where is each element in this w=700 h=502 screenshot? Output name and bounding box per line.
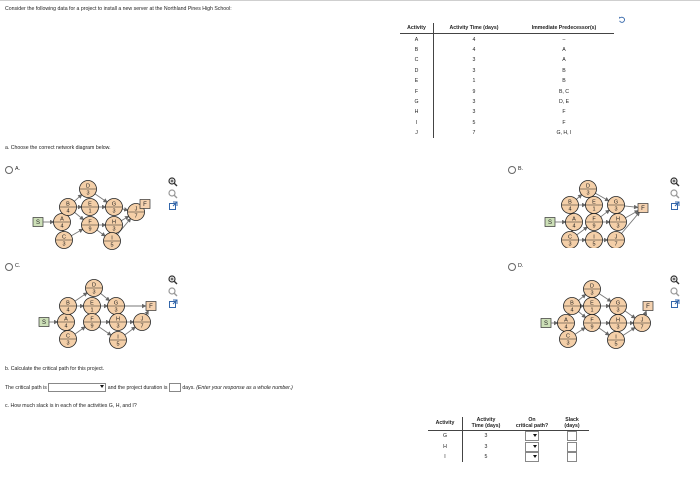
cell-predecessors: A <box>562 57 566 64</box>
table-row <box>400 97 614 107</box>
slack-row-time: 3 <box>484 443 488 450</box>
table-row <box>400 76 614 86</box>
node-time: 4 <box>568 206 572 213</box>
node-time: 1 <box>90 307 94 314</box>
option-a-tools <box>168 177 180 213</box>
option-a-radio[interactable] <box>5 166 13 174</box>
node-label: S <box>35 220 41 226</box>
dependency-arrow <box>122 209 127 210</box>
cell-time: 5 <box>472 119 476 126</box>
node-time: 9 <box>90 323 94 330</box>
node-time: 5 <box>592 241 596 248</box>
node-letter: A <box>572 216 576 223</box>
node-time: 3 <box>614 206 618 213</box>
node-time: 4 <box>570 307 574 314</box>
cell-activity: F <box>400 86 434 96</box>
zoom-out-icon[interactable] <box>168 287 178 297</box>
cell-activity: E <box>400 76 434 86</box>
node-letter: G <box>613 199 619 206</box>
cell-time: 4 <box>472 46 476 53</box>
cell-predecessors: B <box>562 67 566 74</box>
dependency-arrow <box>74 195 81 202</box>
dependency-arrow <box>578 295 585 301</box>
dependency-arrow <box>576 195 581 200</box>
dependency-arrow <box>146 311 148 315</box>
cell-activity: G <box>400 97 434 107</box>
project-duration-input[interactable] <box>169 383 181 392</box>
node-letter: F <box>590 317 594 324</box>
node-time: 4 <box>66 208 70 215</box>
cell-time: 3 <box>472 57 476 64</box>
node-letter: D <box>86 183 90 190</box>
dependency-arrow <box>101 293 110 300</box>
node-letter: A <box>564 317 568 324</box>
node-time: 3 <box>586 190 590 197</box>
critical-path-select-cell <box>509 441 555 451</box>
node-letter: B <box>568 199 572 206</box>
cell-predecessors: D, E <box>558 98 570 105</box>
duration-middle-text: and the project duration is <box>107 384 168 391</box>
dependency-arrow <box>75 293 87 301</box>
table-row <box>400 86 614 96</box>
node-letter: G <box>615 300 621 307</box>
cell-predecessors: F <box>562 109 566 116</box>
node-letter: E <box>88 201 92 208</box>
node-letter: D <box>586 183 590 190</box>
node-letter: I <box>615 334 617 341</box>
slack-row-time: 5 <box>484 453 488 460</box>
zoom-in-icon[interactable] <box>168 177 178 187</box>
node-label: S <box>41 320 47 326</box>
dependency-arrow <box>575 328 585 335</box>
node-letter: A <box>60 216 64 223</box>
cell-predecessors: A <box>562 46 566 53</box>
cell-activity: A <box>400 34 434 45</box>
node-time: 3 <box>112 208 116 215</box>
node-time: 4 <box>64 323 68 330</box>
node-label: F <box>641 206 645 212</box>
node-letter: C <box>568 234 572 241</box>
node-label: F <box>646 304 650 310</box>
node-time: 3 <box>566 340 570 347</box>
dependency-arrow <box>623 328 635 336</box>
node-time: 1 <box>590 307 594 314</box>
node-time: 3 <box>66 340 70 347</box>
on-critical-path-dropdown[interactable] <box>525 431 539 441</box>
dependency-arrow <box>601 210 610 217</box>
dependency-arrow <box>99 327 111 335</box>
node-time: 4 <box>60 223 64 230</box>
popout-icon[interactable] <box>168 299 178 309</box>
option-c-radio[interactable] <box>5 263 13 271</box>
cell-time: 3 <box>472 109 476 116</box>
slack-col-slack-line2: (days) <box>564 423 580 429</box>
node-letter: G <box>113 300 119 307</box>
slack-input[interactable] <box>567 431 577 441</box>
node-time: 1 <box>88 208 92 215</box>
table-row <box>428 452 589 462</box>
node-time: 3 <box>116 323 120 330</box>
cell-predecessors: – <box>562 36 566 43</box>
cell-activity: H <box>400 107 434 117</box>
duration-suffix: days. <box>182 384 195 391</box>
table-row <box>400 128 614 138</box>
critical-path-prefix: The critical path is <box>5 384 47 391</box>
node-time: 3 <box>568 241 572 248</box>
table-row <box>400 45 614 55</box>
table-row <box>400 118 614 128</box>
option-b-label: B. <box>518 166 524 172</box>
slack-col-time-line2: Time (days) <box>471 423 501 429</box>
critical-path-sentence <box>5 383 293 392</box>
dependency-arrow <box>121 216 128 220</box>
slack-input-cell <box>555 431 589 442</box>
zoom-in-icon[interactable] <box>670 275 680 285</box>
node-time: 4 <box>564 324 568 331</box>
critical-path-select-cell <box>509 452 555 462</box>
popout-icon[interactable] <box>670 299 680 309</box>
on-critical-path-dropdown[interactable] <box>525 442 539 452</box>
zoom-out-icon[interactable] <box>168 189 178 199</box>
node-time: 7 <box>614 241 618 248</box>
node-letter: H <box>616 317 620 324</box>
refresh-icon[interactable] <box>618 16 626 24</box>
node-time: 5 <box>614 341 618 348</box>
dependency-arrow <box>625 311 635 318</box>
whole-number-hint: (Enter your response as a whole number.) <box>196 384 293 391</box>
option-c-tools <box>168 275 180 311</box>
dependency-arrow <box>599 294 611 302</box>
critical-path-select-cell <box>509 431 555 442</box>
node-time: 3 <box>590 290 594 297</box>
slack-table <box>428 417 589 462</box>
node-label: S <box>547 220 553 226</box>
on-critical-path-dropdown[interactable] <box>525 452 539 462</box>
node-time: 3 <box>62 241 66 248</box>
cell-activity: I <box>400 118 434 128</box>
option-a-label: A. <box>15 166 21 172</box>
popout-icon[interactable] <box>670 201 680 211</box>
part-b-heading: b. Calculate the critical path for this project. <box>5 366 105 372</box>
node-letter: J <box>614 234 618 241</box>
node-time: 3 <box>112 226 116 233</box>
node-label: F <box>149 304 153 310</box>
slack-col-time-line1: Activity <box>476 417 496 423</box>
node-time: 7 <box>640 324 644 331</box>
node-time: 9 <box>590 324 594 331</box>
node-time: 7 <box>140 323 144 330</box>
node-time: 3 <box>616 223 620 230</box>
col-header-time: Activity Time (days) <box>434 23 515 34</box>
network-diagram-a <box>32 178 152 250</box>
table-row <box>400 55 614 65</box>
node-time: 5 <box>116 341 120 348</box>
node-label: S <box>543 321 549 327</box>
node-letter: F <box>88 219 92 226</box>
slack-col-time <box>463 417 510 431</box>
node-letter: D <box>92 282 96 289</box>
node-letter: A <box>64 316 68 323</box>
option-c-label: C. <box>15 263 21 269</box>
chevron-down-icon <box>533 434 537 437</box>
node-letter: E <box>592 199 596 206</box>
node-letter: G <box>111 201 117 208</box>
cell-predecessors: B <box>562 78 566 85</box>
slack-col-activity: Activity <box>428 417 463 431</box>
node-letter: F <box>90 316 94 323</box>
dependency-arrow <box>578 312 585 318</box>
zoom-out-icon[interactable] <box>670 287 680 297</box>
slack-col-slack <box>555 417 589 431</box>
node-letter: H <box>112 219 116 226</box>
dependency-arrow <box>71 229 82 236</box>
node-label: F <box>143 202 147 208</box>
cell-activity: B <box>400 45 434 55</box>
node-time: 3 <box>114 307 118 314</box>
cell-activity: D <box>400 66 434 76</box>
slack-input[interactable] <box>567 442 577 452</box>
cell-time: 4 <box>472 36 476 43</box>
node-time: 1 <box>592 206 596 213</box>
slack-col-critical-line1: On <box>528 417 536 423</box>
node-letter: B <box>66 201 70 208</box>
dependency-arrow <box>645 311 646 315</box>
node-time: 5 <box>110 242 114 249</box>
part-c-prompt: c. How much slack is in each of the activities G, H, and I? <box>5 403 137 409</box>
slack-row-time: 3 <box>484 433 488 440</box>
slack-col-slack-line1: Slack <box>565 417 579 423</box>
zoom-in-icon[interactable] <box>168 275 178 285</box>
slack-row-activity: I <box>428 452 463 462</box>
activity-data-table <box>400 23 614 138</box>
node-letter: I <box>593 234 595 241</box>
col-header-activity: Activity <box>400 23 434 34</box>
node-time: 3 <box>86 190 90 197</box>
option-b-radio[interactable] <box>508 166 516 174</box>
node-time: 4 <box>572 223 576 230</box>
node-letter: F <box>592 216 596 223</box>
node-letter: D <box>590 283 594 290</box>
popout-icon[interactable] <box>168 201 178 211</box>
col-header-predecessors: Immediate Predecessor(s) <box>514 23 614 34</box>
network-diagram-c <box>38 277 158 349</box>
node-time: 9 <box>592 223 596 230</box>
node-letter: B <box>570 300 574 307</box>
slack-col-critical <box>509 417 555 431</box>
chevron-down-icon <box>533 445 537 448</box>
table-row <box>428 431 589 442</box>
node-time: 4 <box>66 307 70 314</box>
node-time: 3 <box>616 324 620 331</box>
dependency-arrow <box>95 194 107 202</box>
node-letter: J <box>140 316 144 323</box>
cell-activity: C <box>400 55 434 65</box>
node-letter: H <box>116 316 120 323</box>
node-time: 3 <box>92 289 96 296</box>
cell-activity: J <box>400 128 434 138</box>
chevron-down-icon <box>100 385 104 388</box>
node-letter: C <box>566 333 570 340</box>
intro-text: Consider the following data for a project to install a new server at the Northland Pines High School: <box>5 6 232 12</box>
cell-time: 7 <box>472 130 476 137</box>
cell-time: 9 <box>472 88 476 95</box>
cell-time: 3 <box>472 98 476 105</box>
dependency-arrow <box>97 230 105 236</box>
cell-time: 1 <box>472 78 476 85</box>
node-letter: E <box>590 300 594 307</box>
dependency-arrow <box>125 327 135 335</box>
zoom-in-icon[interactable] <box>670 177 680 187</box>
slack-col-critical-line2: critical path? <box>515 423 549 429</box>
option-b-tools <box>670 177 682 213</box>
node-letter: C <box>62 234 66 241</box>
option-d-radio[interactable] <box>508 263 516 271</box>
cell-time: 3 <box>472 67 476 74</box>
slack-input-cell <box>555 441 589 451</box>
dependency-arrow <box>75 327 85 334</box>
chevron-down-icon <box>533 455 537 458</box>
cell-predecessors: B, C <box>558 88 570 95</box>
dependency-arrow <box>599 328 609 335</box>
node-time: 3 <box>616 307 620 314</box>
node-letter: I <box>117 334 119 341</box>
table-row <box>400 34 614 45</box>
node-time: 7 <box>134 213 138 220</box>
part-a-prompt: a. Choose the correct network diagram below. <box>5 145 111 151</box>
zoom-out-icon[interactable] <box>670 189 680 199</box>
critical-path-dropdown[interactable] <box>48 383 106 392</box>
node-time: 9 <box>88 226 92 233</box>
node-letter: J <box>134 206 138 213</box>
table-row <box>428 441 589 451</box>
top-divider <box>0 0 700 1</box>
dependency-arrow <box>625 211 638 218</box>
dependency-arrow <box>75 212 84 219</box>
option-d-label: D. <box>518 263 524 269</box>
node-letter: E <box>90 300 94 307</box>
cell-predecessors: G, H, I <box>556 130 572 137</box>
node-letter: J <box>640 317 644 324</box>
table-row <box>400 66 614 76</box>
slack-input[interactable] <box>567 452 577 462</box>
table-row <box>400 107 614 117</box>
node-letter: I <box>111 235 113 242</box>
node-letter: C <box>66 333 70 340</box>
node-letter: B <box>66 300 70 307</box>
slack-row-activity: G <box>428 431 463 442</box>
slack-input-cell <box>555 452 589 462</box>
dependency-arrow <box>624 206 637 207</box>
network-diagram-b <box>536 176 656 248</box>
network-diagram-d <box>538 277 658 349</box>
cell-predecessors: F <box>562 119 566 126</box>
slack-row-activity: H <box>428 441 463 451</box>
node-letter: H <box>616 216 620 223</box>
option-d-tools <box>670 275 682 311</box>
